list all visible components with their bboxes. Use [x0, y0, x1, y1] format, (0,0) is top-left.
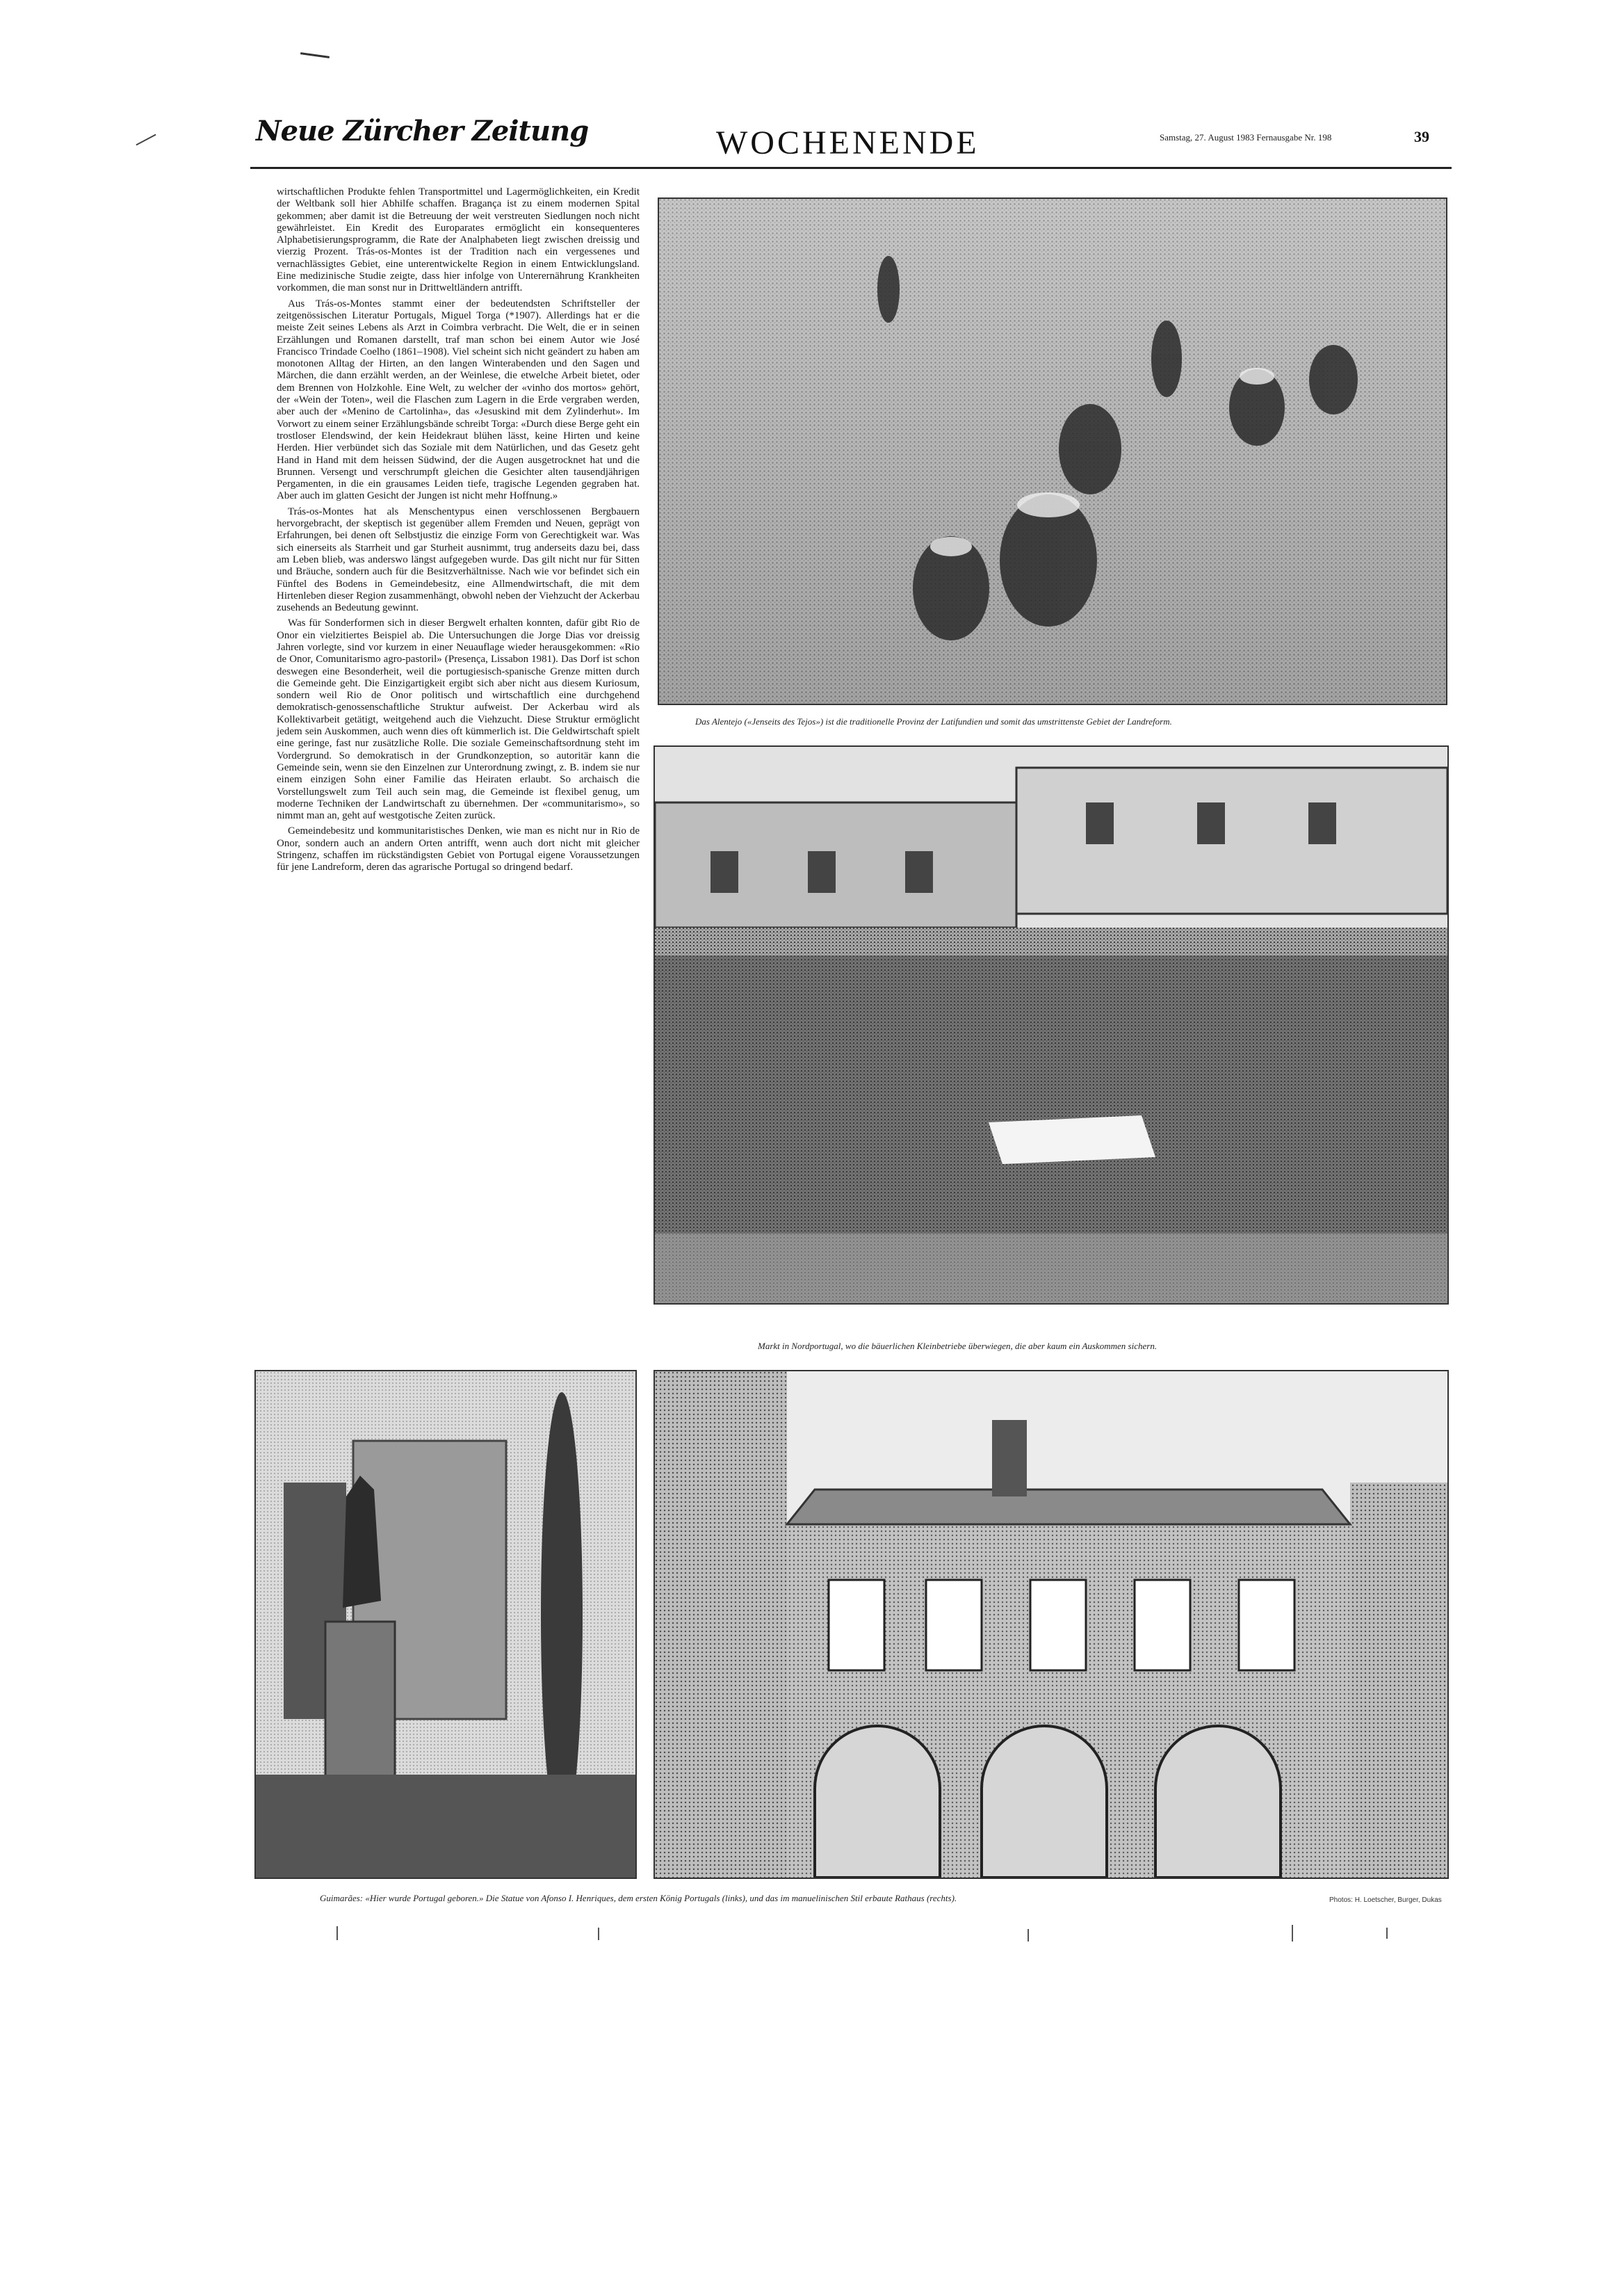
- dateline: Samstag, 27. August 1983 Fernausgabe Nr. 198: [1160, 132, 1332, 143]
- caption-market: Markt in Nordportugal, wo die bäuerlichen Kleinbetriebe überwiegen, die aber kaum ein Auskommen sichern.: [758, 1341, 1158, 1351]
- scan-mark-bottom: [1386, 1928, 1388, 1939]
- photo-credit: Photos: H. Loetscher, Burger, Dukas: [1329, 1896, 1442, 1904]
- scan-mark-bottom: [1028, 1929, 1029, 1942]
- caption-alentejo: Das Alentejo («Jenseits des Tejos») ist die traditionelle Provinz der Latifundien und somit das umstrittenste Gebiet der Landreform.: [695, 716, 1172, 727]
- article-paragraph: Trás-os-Montes hat als Menschentypus einen verschlossenen Bergbauern hervorgebracht, der skeptisch ist gegenüber allem Fremden und Neuen, geprägt von Erfahrungen, bei denen oft Selbstjustiz die einzige Form von Gerechtigkeit war. Was sich einerseits als Starrheit und gar Sturheit ausnimmt, trug anderseits dazu bei, dass am Leben blieb, was anderswo längst aufgegeben wurde. Das gilt nicht nur für Sitten und Bräuche, sondern auch für die Besitzverhältnisse. Nach wie vor befindet sich ein Fünftel des Bodens in Gemeindebesitz, eine Allmendwirtschaft, die mit dem Hirtenleben dieser Region zusammenhängt, obwohl neben der Viehzucht der Ackerbau zusehends an Bedeutung gewinnt.: [277, 506, 640, 614]
- scan-mark-bottom: [1292, 1925, 1293, 1942]
- header-rule: [250, 167, 1452, 169]
- photo-town-hall: [653, 1370, 1449, 1879]
- article-paragraph: wirtschaftlichen Produkte fehlen Transportmittel und Lagermöglichkeiten, ein Kredit der Weltbank soll hier Abhilfe schaffen. Bragança ist zu einem modernen Spital gekommen; aber damit ist die Betreuung der weit verstreuten Siedlungen noch nicht gewährleistet. Ein Kredit des Europarates ermöglicht ein konsequenteres Alphabetisierungsprogramm, die Rate der Analphabeten liegt zwischen dreissig und vierzig Prozent. Trás-os-Montes ist der Tradition nach ein vergessenes und vernachlässigtes Gebiet, eine unterentwickelte Region in einem Entwicklungsland. Eine medizinische Studie zeigte, dass hier infolge von Unterernährung Krankheiten vorkommen, die man sonst nur in Drittweltländern antrifft.: [277, 186, 640, 294]
- scan-mark-bottom: [598, 1928, 599, 1940]
- page-number: 39: [1414, 128, 1429, 145]
- article-paragraph: Gemeindebesitz und kommunitaristisches Denken, wie man es nicht nur in Rio de Onor, sondern auch an andern Orten antrifft, wenn auch dort nicht mit gleicher Stringenz, schaffen im rückständigsten Gebiet von Portugal eigene Voraussetzungen für jene Landreform, deren das agrarische Portugal so dringend bedarf.: [277, 825, 640, 873]
- scan-mark-bottom: [336, 1926, 338, 1940]
- caption-guimaraes: Guimarães: «Hier wurde Portugal geboren.» Die Statue von Afonso I. Henriques, dem ersten König Portugals (links), und das im manuelinischen Stil erbaute Rathaus (rechts).: [320, 1893, 957, 1903]
- scan-mark-left: [136, 134, 156, 146]
- article-text: [277, 186, 640, 878]
- photo-market-north-portugal: [653, 745, 1449, 1305]
- photo-alentejo-field-workers: [658, 197, 1447, 705]
- masthead: Neue Zürcher Zeitung: [256, 115, 589, 147]
- article-paragraph: Aus Trás-os-Montes stammt einer der bedeutendsten Schriftsteller der zeitgenössischen Literatur Portugals, Miguel Torga (*1907). Allerdings hat er die meiste Zeit seines Lebens als Arzt in Coimbra verbracht. Die Welt, die er in seinen Erzählungen und Romanen darstellt, traf man schon bei einem Autor wie José Francisco Trindade Coelho (1861–1908). Viel scheint sich nicht geändert zu haben am monotonen Alltag der Hirten, an den langen Winterabenden und den Sagen und Märchen, die dann erzählt werden, an der Weinlese, die etwelche Arbeit bietet, oder dem Brennen von Holzkohle. Eine Welt, zu welcher der «vinho dos mortos» gehört, der «Wein der Toten», weil die Flaschen zum Lagern in die Erde vergraben werden, aber auch der «Menino de Cartolinha», das «Jesuskind mit dem Zylinderhut». Im Vorwort zu einem seiner Erzählungsbände schreibt Torga: «Durch diese Berge geht ein trostloser Elendswind, der kein Heidekraut blühen lässt, keine Hirten und keine Herden. Hier verbündet sich das Soziale mit dem Natürlichen, und das Gesetz geht Hand in Hand mit dem heissen Südwind, der die Augen ausgetrocknet hat und die Brunnen. Versengt und verschrumpft gleichen die Gesichter alten tausendjährigen Pergamenten, in die ein grausames Leiden tiefe, tragische Legenden gegraben hat. Aber auch im glatten Gesicht der Jungen ist nicht mehr Hoffnung.»: [277, 298, 640, 502]
- section-title: WOCHENENDE: [716, 124, 980, 161]
- article-paragraph: Was für Sonderformen sich in dieser Bergwelt erhalten konnten, dafür gibt Rio de Onor ein vielzitiertes Beispiel ab. Die Untersuchungen die Jorge Dias vor dreissig Jahren vorlegte, sind vor kurzem in einer Neuauflage wieder herausgekommen: «Rio de Onor, Comunitarismo agro-pastoril» (Presença, Lissabon 1981). Das Dorf ist schon deswegen eine Besonderheit, weil die portugiesisch-spanische Grenze mitten durch die Gemeinde geht. Die Einzigartigkeit ergibt sich aber nicht aus diesem Kuriosum, sondern weil Rio de Onor politisch und wirtschaftlich eine durchgehend demokratisch-genossenschaftliche Struktur aufweist. Der Ackerbau wird als Kollektivarbeit getätigt, weitgehend auch die Viehzucht. Diese Struktur ermöglicht jedem sein Auskommen, auch wenn dies oft kümmerlich ist. Die Geldwirtschaft spielt eine geringe, fast nur zusätzliche Rolle. Die soziale Gemeinschaftsordnung steht im Vordergrund. So demokratisch in der Grundkonzeption, so autoritär kann die Gemeinde sein, wenn sie den Einzelnen zur Unterordnung zwingt, z. B. indem sie nur einem einzigen Sohn einer Familie das Heiraten erlaubt. So archaisch die Vorstellungswelt zum Teil auch sein mag, die Gemeinde ist flexibel genug, um moderne Techniken der Landwirtschaft zu übernehmen. Der «communitarismo», so nimmt man an, geht auf westgotische Zeiten zurück.: [277, 618, 640, 822]
- photo-statue-afonso: [254, 1370, 637, 1879]
- scan-mark-top: [300, 52, 330, 58]
